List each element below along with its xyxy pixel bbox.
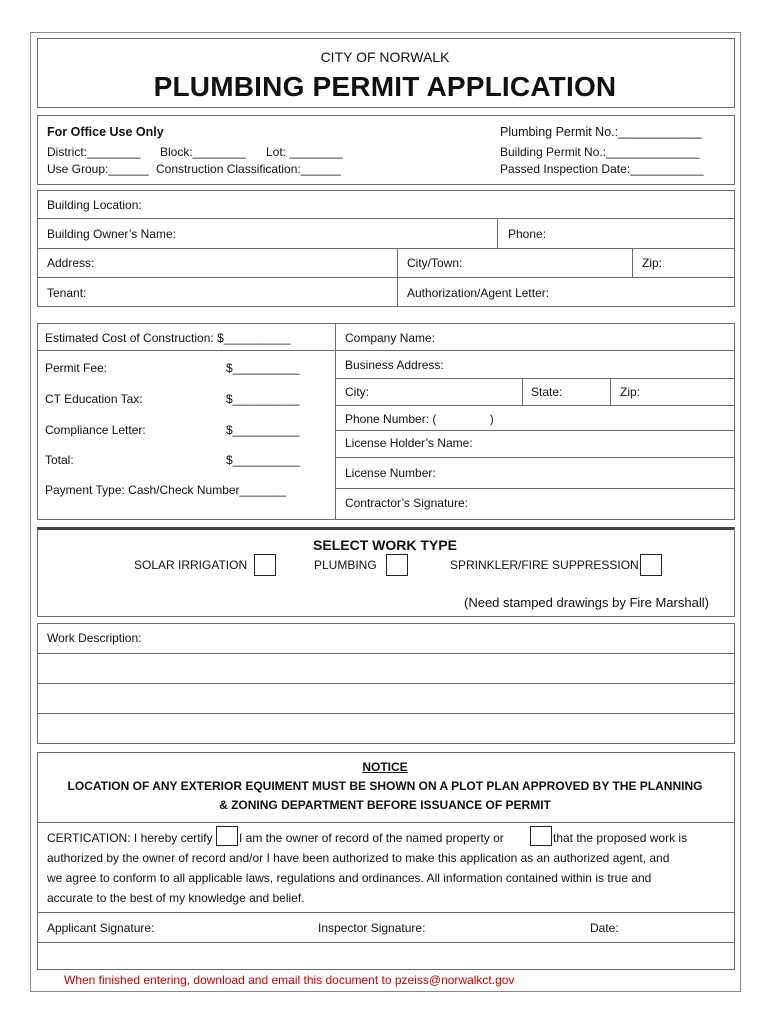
certification-part-3: that the proposed work is [553, 831, 688, 845]
plumbing-permit-no[interactable]: Plumbing Permit No.:____________ [500, 125, 702, 139]
building-location-label[interactable]: Building Location: [47, 198, 142, 212]
tenant-label[interactable]: Tenant: [47, 286, 87, 300]
solar-irrigation-label: SOLAR IRRIGATION [134, 558, 248, 572]
company-phone-label[interactable]: Phone Number: ( ) [345, 412, 494, 426]
notice-line-2: & ZONING DEPARTMENT BEFORE ISSUANCE OF PERMIT [219, 798, 551, 812]
applicant-signature-label[interactable]: Applicant Signature: [47, 921, 155, 935]
ct-tax-label: CT Education Tax: [45, 392, 143, 406]
compliance-field[interactable]: $__________ [226, 423, 300, 437]
use-group-field[interactable]: Use Group:______ [47, 162, 149, 176]
district-field[interactable]: District:________ [47, 145, 141, 159]
sprinkler-label: SPRINKLER/FIRE SUPPRESSION [450, 558, 639, 572]
ct-tax-field[interactable]: $__________ [226, 392, 300, 406]
fire-marshall-note: (Need stamped drawings by Fire Marshall) [464, 595, 709, 610]
certification-line-4: accurate to the best of my knowledge and belief. [47, 891, 305, 905]
certification-line-2: authorized by the owner of record and/or I have been authorized to make this application as an authorized agent, and [47, 851, 670, 865]
license-holder-label[interactable]: License Holder’s Name: [345, 436, 473, 450]
work-description-line-1[interactable] [40, 656, 732, 681]
footer-instruction: When finished entering, download and email this document to pzeiss@norwalkct.gov [64, 973, 515, 987]
permit-fee-label: Permit Fee: [45, 361, 108, 375]
passed-inspection-date[interactable]: Passed Inspection Date:___________ [500, 162, 704, 176]
estimated-cost-field[interactable]: Estimated Cost of Construction: $__________ [45, 331, 291, 345]
page-title: PLUMBING PERMIT APPLICATION [153, 71, 617, 102]
solar-irrigation-checkbox[interactable] [254, 554, 276, 576]
notice-heading: NOTICE [362, 760, 408, 774]
office-use-heading: For Office Use Only [47, 125, 164, 139]
address-label[interactable]: Address: [47, 256, 95, 270]
payment-type-field[interactable]: Payment Type: Cash/Check Number_______ [45, 483, 287, 497]
plumbing-label: PLUMBING [314, 558, 377, 572]
total-label: Total: [45, 453, 74, 467]
company-name-label[interactable]: Company Name: [345, 331, 436, 345]
work-type-heading: SELECT WORK TYPE [313, 537, 457, 553]
city-town-label[interactable]: City/Town: [407, 256, 463, 270]
work-description-line-3[interactable] [40, 716, 732, 741]
inspector-signature-label[interactable]: Inspector Signature: [318, 921, 426, 935]
construction-class-field[interactable]: Construction Classification:______ [156, 162, 341, 176]
owner-name-label[interactable]: Building Owner’s Name: [47, 227, 176, 241]
owner-phone-label[interactable]: Phone: [508, 227, 547, 241]
work-description-line-2[interactable] [40, 686, 732, 711]
lot-field[interactable]: Lot: ________ [266, 145, 343, 159]
certify-owner-checkbox[interactable] [216, 826, 238, 846]
company-zip-label[interactable]: Zip: [620, 385, 641, 399]
city-name: CITY OF NORWALK [320, 49, 450, 65]
notice-line-1: LOCATION OF ANY EXTERIOR EQUIMENT MUST BE SHOWN ON A PLOT PLAN APPROVED BY THE PLANNING [67, 779, 703, 793]
plumbing-checkbox[interactable] [386, 554, 408, 576]
certification-line-3: we agree to conform to all applicable laws, regulations and ordinances. All information contained within is true and [47, 871, 652, 885]
total-field[interactable]: $__________ [226, 453, 300, 467]
compliance-label: Compliance Letter: [45, 423, 146, 437]
certify-agent-checkbox[interactable] [530, 826, 552, 846]
auth-letter-label[interactable]: Authorization/Agent Letter: [407, 286, 550, 300]
permit-fee-field[interactable]: $__________ [226, 361, 300, 375]
business-address-label[interactable]: Business Address: [345, 358, 444, 372]
certification-part-2: I am the owner of record of the named property or [239, 831, 504, 845]
certification-part-1: CERTICATION: I hereby certify [47, 831, 213, 845]
company-city-label[interactable]: City: [345, 385, 369, 399]
date-label[interactable]: Date: [590, 921, 619, 935]
block-field[interactable]: Block:________ [160, 145, 247, 159]
contractor-signature-label[interactable]: Contractor’s Signature: [345, 496, 468, 510]
building-permit-no[interactable]: Building Permit No.:______________ [500, 145, 700, 159]
zip-label[interactable]: Zip: [642, 256, 663, 270]
work-description-label[interactable]: Work Description: [47, 631, 142, 645]
company-state-label[interactable]: State: [531, 385, 563, 399]
license-number-label[interactable]: License Number: [345, 466, 436, 480]
sprinkler-checkbox[interactable] [640, 554, 662, 576]
